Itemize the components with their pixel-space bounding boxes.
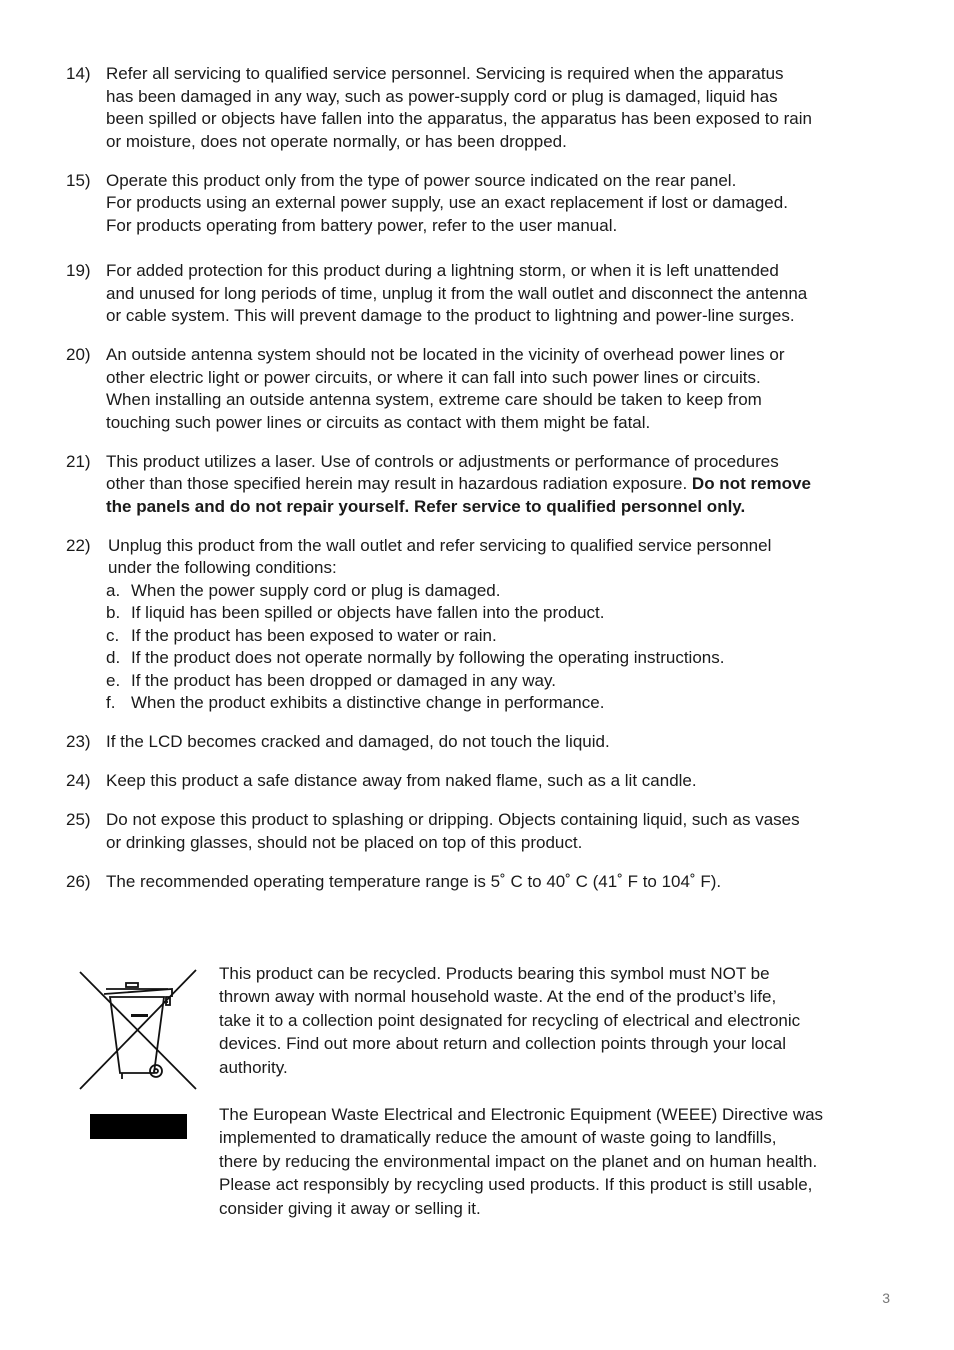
item-number: 23): [66, 732, 91, 751]
item-text: For added protection for this product during a lightning storm, or when it is left unattended and unused for long periods of time, unplug it from the wall outlet and disconnect the antenna or cable system. This will prevent damage to the product to lightning and power-line surges.: [106, 261, 808, 325]
weee-black-bar: [90, 1114, 187, 1139]
item-number: 26): [66, 871, 91, 891]
instruction-item-21: [66, 451, 896, 519]
list-item: c. If the product has been exposed to water or rain.: [106, 625, 497, 645]
conditions-list: [106, 580, 896, 715]
item-text: If the LCD becomes cracked and damaged, do not touch the liquid.: [106, 732, 610, 751]
item-text: Unplug this product from the wall outlet and refer servicing to qualified service personnel under the following conditions:: [108, 535, 772, 577]
item-text: Refer all servicing to qualified service personnel. Servicing is required when the apparatus has been damaged in any way, such as power-supply cord or plug is damaged, liquid has been spilled or objects have fallen into the apparatus, the apparatus has been exposed to rain or moisture, does not operate normally, or has been dropped.: [106, 64, 812, 151]
instruction-item-25: [66, 809, 896, 854]
instruction-item-24: [66, 770, 896, 793]
recycling-paragraph: This product can be recycled. Products bearing this symbol must NOT be thrown away with normal household waste. At the end of the product’s life, take it to a collection point designated for recycling of electrical and electronic devices. Find out more about return and collection points through your local authority.: [219, 964, 801, 1077]
weee-directive-paragraph: The European Waste Electrical and Electronic Equipment (WEEE) Directive was implemented to dramatically reduce the amount of waste going to landfills, there by reducing the environmental impact on the planet and on human health. Please act responsibly by recycling used products. If this product is still usable, consider giving it away or selling it.: [219, 1105, 824, 1218]
item-number: 21): [66, 451, 91, 471]
instruction-item-14: [66, 63, 896, 153]
instruction-item-19: [66, 260, 896, 328]
item-number: 14): [66, 64, 91, 83]
item-text: Operate this product only from the type of power source indicated on the rear panel. For products using an external power supply, use an exact replacement if lost or damaged. For products operating from battery power, refer to the user manual.: [106, 170, 788, 235]
list-item: a. When the power supply cord or plug is damaged.: [106, 580, 501, 600]
instruction-item-23: [66, 731, 896, 754]
list-item: b. If liquid has been spilled or objects have fallen into the product.: [106, 603, 605, 622]
warning-text: Do not remove: [691, 474, 811, 493]
instruction-item-26: [66, 871, 896, 894]
item-number: 22): [66, 535, 91, 555]
instruction-item-20: [66, 344, 896, 434]
item-text: Do not expose this product to splashing or dripping. Objects containing liquid, such as vases or drinking glasses, should not be placed on top of this product.: [106, 810, 800, 852]
page-number: 3: [882, 1290, 890, 1306]
item-number: 20): [66, 345, 91, 364]
warning-text: the panels and do not repair yourself. Refer service to qualified personnel only.: [106, 496, 746, 516]
instruction-item-15: [66, 170, 896, 238]
instruction-item-22: [66, 535, 896, 715]
item-text: This product utilizes a laser. Use of controls or adjustments or performance of procedures other than those specified herein may result in hazardous radiation exposure. Do not remove the panels and do not repair yourself. Refer service to qualified personnel only.: [106, 451, 811, 516]
item-text: Keep this product a safe distance away from naked flame, such as a lit candle.: [106, 771, 697, 790]
crossed-out-wheelie-bin-icon: [78, 967, 198, 1091]
item-text: The recommended operating temperature range is 5˚ C to 40˚ C (41˚ F to 104˚ F).: [106, 871, 722, 891]
item-number: 25): [66, 810, 91, 829]
item-text: An outside antenna system should not be located in the vicinity of overhead power lines or other electric light or power circuits, or where it can fall into such power lines or circuits. When installing an outside antenna system, extreme care should be taken to keep from touching such power lines or circuits as contact with them might be fatal.: [106, 345, 785, 432]
list-item: d. If the product does not operate normally by following the operating instructions.: [106, 648, 725, 667]
item-number: 15): [66, 170, 91, 190]
recycling-notice: [219, 962, 884, 1244]
list-item: e. If the product has been dropped or damaged in any way.: [106, 670, 556, 690]
list-item: f. When the product exhibits a distinctive change in performance.: [106, 693, 605, 712]
item-number: 19): [66, 261, 91, 280]
item-number: 24): [66, 771, 91, 790]
safety-instructions-list: [66, 63, 896, 910]
